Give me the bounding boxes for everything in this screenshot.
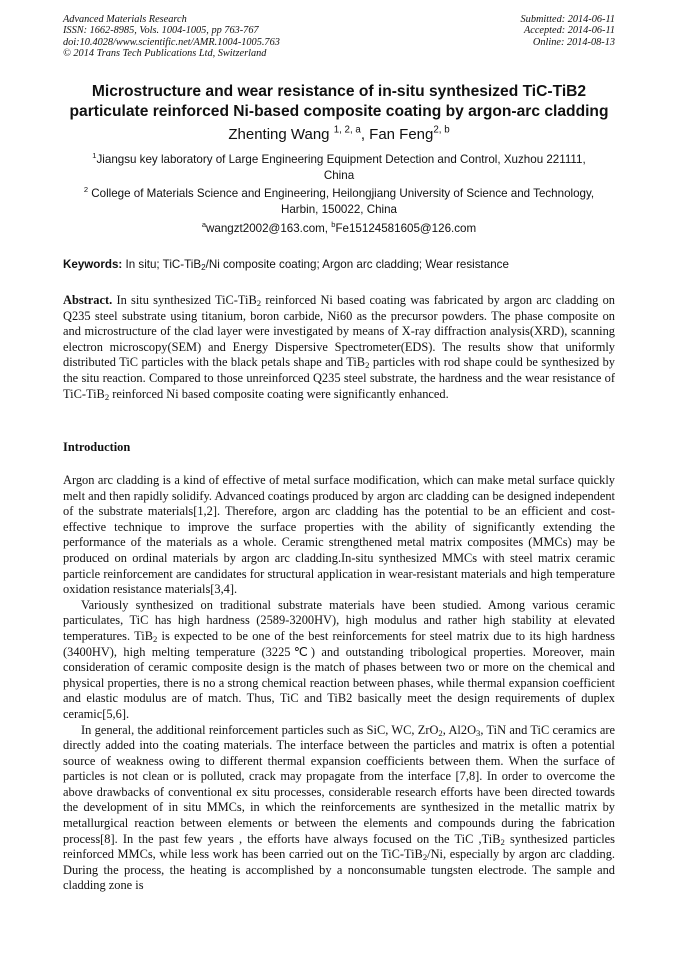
intro-sub: 2: [438, 727, 443, 738]
affiliation-1-line-2: China: [323, 169, 355, 182]
keywords-text-1: In situ; TiC-TiB: [122, 258, 202, 271]
affiliation-1-line-1: Jiangsu key laboratory of Large Engineering Equipment Detection and Control, Xuzhou 221111,: [96, 153, 586, 166]
issn-line: ISSN: 1662-8985, Vols. 1004-1005, pp 763-767: [63, 25, 259, 37]
intro-text: Variously synthesized on traditional substrate materials have been studied. Among various ceramic particulates, TiC has high hardness (2589-3200HV), high modulus and rather high stability at elevated temperatures. TiB: [63, 597, 615, 643]
keywords-sub: 2: [201, 263, 206, 273]
accepted-date: Accepted: 2014-06-11: [523, 25, 615, 37]
abstract-sub: 2: [256, 298, 262, 309]
intro-sub: 2: [422, 852, 428, 863]
intro-text: is expected to be one of the best reinforcements for steel matrix due to its high hardness (3400HV), high melting temperature (3225℃) and outstanding tribological properties. Moreover, main consideration of ceramic composite design is the match of phases between two or more on the chemical and physical properties, there is no a strong chemical reaction between phases, while thermal expansion coefficient and elastic modulus are of match. Thus, TiC and TiB2 basically meet the design requirements of duplex ceramic[5,6].: [63, 628, 615, 721]
intro-text: , TiN and TiC ceramics are directly added into the coating materials. The interface between the particles and matrix is often a potential source of weakness owing to different thermal expansion coefficients between them. When the surface of particles is not clean or is polluted, crack may propagate from the interface [7,8]. In order to overcome the above drawbacks of conventional ex situ processes, considerable research efforts have been directed towards the development of in situ MMCs, in which the reinforcements are synthesized in the metallic matrix by metallurgical reaction between elements or between the elements and compounds during the fabrication process[8]. In the past few years , the efforts have always focused on the TiC ,TiB: [63, 722, 616, 846]
intro-text: , Al2O: [442, 722, 477, 737]
online-date: Online: 2014-08-13: [532, 36, 615, 48]
affiliation-1-number: 1: [92, 151, 97, 161]
paper-title: [40, 82, 638, 122]
author-list: [40, 125, 638, 145]
email-b-mark: b: [331, 220, 336, 230]
abstract-text: reinforced Ni based composite coating were significantly enhanced.: [109, 386, 449, 401]
email-a-mark: a: [201, 220, 207, 230]
affiliation-2: [56, 186, 622, 218]
intro-paragraph-2: [63, 598, 615, 723]
introduction-body: [63, 473, 615, 894]
author-1: Zhenting Wang: [228, 126, 330, 143]
abstract-text: In situ synthesized TiC-TiB: [112, 293, 257, 307]
submitted-date: Submitted: 2014-06-11: [520, 14, 615, 25]
title-line-2: particulate reinforced Ni-based composite coating by argon-arc cladding: [69, 103, 609, 120]
journal-info: [63, 14, 280, 60]
intro-paragraph-1: Argon arc cladding is a kind of effective of metal surface modification, which can make metal surface quickly melt and then rapidly solidify. Advanced coatings produced by argon arc cladding can be designed independent of the substrate materials[1,2]. Therefore, argon arc cladding has the potential to be an efficient and cost-effective technique to improve the surface properties with the ability of significantly extending the performance of the materials as a whole. Ceramic strengthened metal matrix composites (MMCs) may be produced on ordinal materials by argon arc cladding.In-situ synthesized MMCs with steel matrix ceramic particle reinforcement are candidates for structural application in wear-resistant materials and high temperature oxidation resistance materials[3,4].: [63, 473, 615, 597]
copyright-line: © 2014 Trans Tech Publications Ltd, Switzerland: [63, 48, 267, 60]
email-b[interactable]: Fe15124581605@126.com: [335, 222, 477, 235]
intro-sub: 2: [152, 634, 158, 645]
affiliation-2-line-1: College of Materials Science and Engineering, Heilongjiang University of Science and Technology,: [88, 187, 595, 200]
abstract-label: Abstract.: [63, 293, 113, 307]
keywords-text-2: /Ni composite coating; Argon arc cladding; Wear resistance: [205, 258, 509, 271]
intro-text: synthesized particles reinforced MMCs, while less work has been carried out on the TiC-TiB: [63, 831, 615, 862]
author-emails: [56, 221, 622, 237]
author-2: Fan Feng: [369, 126, 434, 143]
intro-sub: 3: [476, 727, 481, 738]
intro-sub: 2: [500, 836, 505, 847]
affiliation-2-number: 2: [83, 185, 89, 195]
abstract-sub: 2: [104, 391, 110, 402]
keywords: [63, 257, 615, 273]
author-2-affil: 2, b: [433, 124, 450, 136]
abstract-sub: 2: [365, 360, 370, 371]
intro-text: /Ni, especially by argon arc cladding. During the process, the heating is accomplished by a nonconsumable tungsten electrode. The sample and cladding zone is: [63, 847, 615, 893]
title-line-1: Microstructure and wear resistance of in-situ synthesized TiC-TiB2: [91, 83, 587, 100]
intro-text: In general, the additional reinforcement particles such as SiC, WC, ZrO: [81, 722, 439, 737]
author-separator: ,: [360, 126, 370, 143]
dates-info: [521, 14, 615, 48]
abstract-text: reinforced Ni based coating was fabricated by argon arc cladding on Q235 steel substrate using titanium, boron carbide, Ni60 as the precursor powders. The phase composite on and microstructure of the clad layer were investigated by means of X-ray diffraction analysis(XRD), scanning electron microscopy(SEM) and Energy Dispersive Spectrometer(EDS). The results show that uniformly distributed TiC particles with the black petals shape and TiB: [63, 293, 615, 370]
affiliation-1: [56, 152, 622, 184]
introduction-heading: Introduction: [63, 440, 131, 454]
email-a[interactable]: wangzt2002@163.com,: [206, 222, 332, 235]
abstract-text: particles with rod shape could be synthesized by the situ reaction. Compared to those unreinforced Q235 steel substrate, the hardness and the wear resistance of TiC-TiB: [63, 355, 615, 401]
affiliation-2-line-2: Harbin, 150022, China: [280, 203, 398, 216]
author-1-affil: 1, 2, a: [333, 124, 361, 136]
doi-line: doi:10.4028/www.scientific.net/AMR.1004-1005.763: [63, 36, 280, 48]
abstract: [63, 293, 615, 402]
intro-paragraph-3: [63, 723, 615, 895]
keywords-label: Keywords:: [63, 258, 123, 271]
journal-name: Advanced Materials Research: [63, 14, 187, 25]
